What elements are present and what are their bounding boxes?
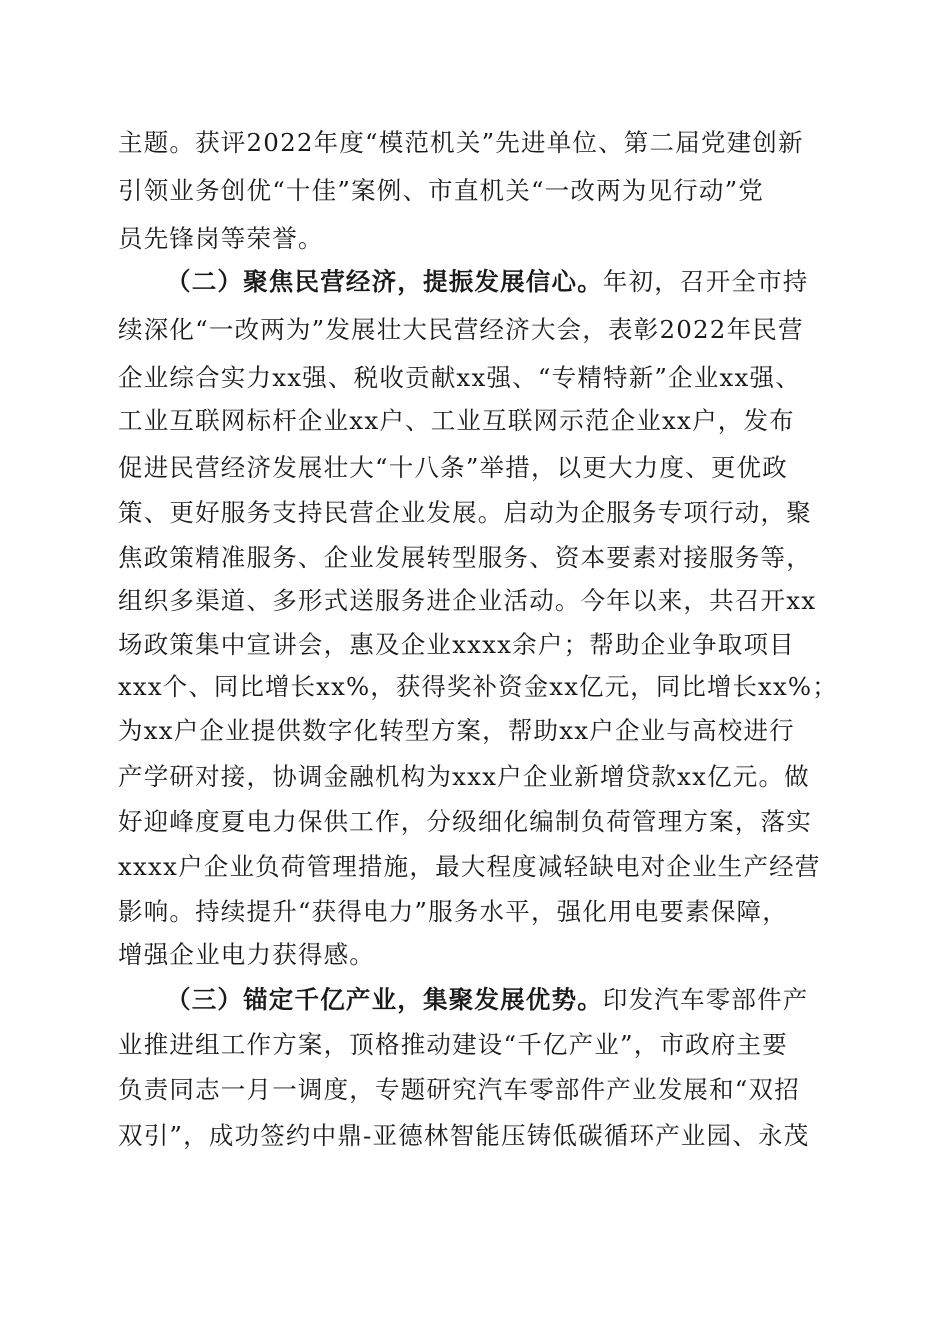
text-run: 负责同志一月一调度，专题研究汽车零部件产业发展和“双招 — [118, 1075, 800, 1104]
text-line — [166, 982, 809, 1018]
text-run: 印发汽车零部件产 — [602, 985, 809, 1014]
text-run: 年初，召开全市持 — [602, 267, 809, 296]
text-run: xxxx户企业负荷管理措施，最大程度减轻缺电对企业生产经营 — [118, 852, 821, 881]
text-line — [118, 450, 788, 486]
text-line — [118, 403, 795, 439]
text-line — [118, 759, 810, 795]
text-line — [118, 495, 812, 531]
text-run: 引领业务创优“十佳”案例、市直机关“一改两为见行动”党 — [118, 176, 764, 205]
text-line — [118, 1118, 809, 1154]
text-run: 主题。获评2022年度“模范机关”先进单位、第二届党建创新 — [118, 128, 804, 157]
text-run: xxx个、同比增长xx%，获得奖补资金xx亿元，同比增长xx%； — [118, 672, 838, 701]
text-run: 促进民营经济发展壮大“十八条”举措，以更大力度、更优政 — [118, 453, 788, 482]
text-run: 策、更好服务支持民营企业发展。启动为企服务专项行动，聚 — [118, 498, 812, 527]
text-line — [118, 849, 821, 885]
text-line — [118, 1072, 800, 1108]
text-line — [118, 804, 812, 840]
text-run: 组织多渠道、多形式送服务进企业活动。今年以来，共召开xx — [118, 586, 817, 615]
text-line — [118, 125, 804, 161]
text-run: 企业综合实力xx强、税收贡献xx强、“专精特新”企业xx强、 — [118, 363, 801, 392]
text-line — [118, 894, 788, 930]
text-run: 产学研对接，协调金融机构为xxx户企业新增贷款xx亿元。做 — [118, 762, 810, 791]
text-line — [118, 583, 816, 619]
text-line — [118, 669, 838, 705]
text-line — [118, 360, 801, 396]
text-line — [118, 312, 804, 348]
text-run: 员先锋岗等荣誉。 — [118, 224, 324, 253]
text-line — [118, 173, 764, 209]
section-heading: （二）聚焦民营经济，提振发展信心。 — [166, 267, 603, 296]
text-run: 焦政策精准服务、企业发展转型服务、资本要素对接服务等， — [118, 543, 812, 572]
text-run: 续深化“一改两为”发展壮大民营经济大会，表彰2022年民营 — [118, 315, 804, 344]
text-line — [166, 264, 809, 300]
text-line — [118, 713, 795, 749]
section-heading: （三）锚定千亿产业，集聚发展优势。 — [166, 985, 603, 1014]
text-run: 增强企业电力获得感。 — [118, 940, 375, 969]
text-run: 业推进组工作方案，顶格推动建设“千亿产业”，市政府主要 — [118, 1030, 788, 1059]
text-run: 好迎峰度夏电力保供工作，分级细化编制负荷管理方案，落实 — [118, 807, 812, 836]
text-line — [118, 221, 324, 257]
text-run: 场政策集中宣讲会，惠及企业xxxx余户；帮助企业争取项目 — [118, 630, 795, 659]
text-run: 影响。持续提升“获得电力”服务水平，强化用电要素保障， — [118, 897, 788, 926]
text-line — [118, 627, 795, 663]
text-run: 双引”，成功签约中鼎-亚德林智能压铸低碳循环产业园、永茂 — [118, 1121, 810, 1150]
text-line — [118, 1027, 788, 1063]
text-run: 工业互联网标杆企业xx户、工业互联网示范企业xx户，发布 — [118, 406, 795, 435]
text-run: 为xx户企业提供数字化转型方案，帮助xx户企业与高校进行 — [118, 716, 795, 745]
text-line — [118, 540, 812, 576]
text-line — [118, 937, 375, 973]
